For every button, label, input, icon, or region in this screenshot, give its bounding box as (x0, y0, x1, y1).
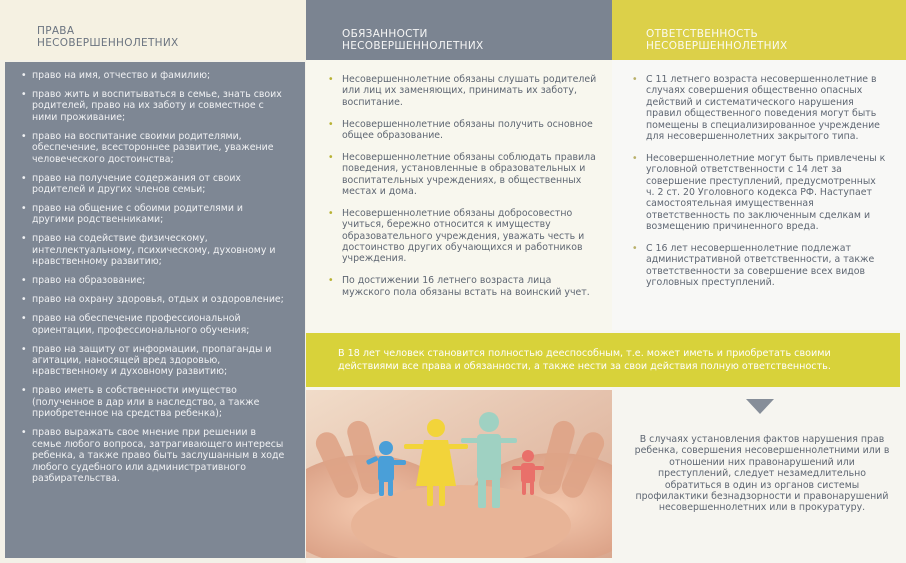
list-item: • С 16 лет несовершеннолетние подлежат административной ответственности, а также ответственности за совершение всех видов уголовных преступлений. (612, 243, 906, 289)
rights-column (0, 0, 306, 563)
list-item: • По достижении 16 летнего возраста лица мужского пола обязаны встать на воинский учет. (306, 275, 612, 298)
responsibility-panel (612, 60, 906, 330)
list-item: • Несовершеннолетние могут быть привлечены к уголовной ответственности с 14 лет за совершение преступлений, предусмотренных ч. 2 ст. 20 Уголовного кодекса РФ. Наступает самостоятельная имущественная ответственность по заключенным сделкам и возмещению причиненного вреда. (612, 153, 906, 233)
list-item: • право жить и воспитываться в семье, знать своих родителей, право на их заботу и совместное с ними проживание; (5, 89, 305, 123)
list-item: • право на обеспечение профессиональной ориентации, профессионального обучения; (5, 313, 305, 336)
list-item: • право иметь в собственности имущество (полученное в дар или в наследство, а также приобретенное на средства ребенка); (5, 385, 305, 419)
list-item: • право на образование; (5, 275, 305, 286)
adulthood-banner (306, 333, 900, 387)
list-item: • право на воспитание своими родителями, обеспечение, всестороннее развитие, уважение человеческого достоинства; (5, 131, 305, 165)
rights-header (0, 0, 306, 60)
list-item: • Несовершеннолетние обязаны слушать родителей или лиц их заменяющих, принимать их заботу, воспитание. (306, 74, 612, 108)
duties-header (306, 0, 612, 60)
hands-family-illustration (306, 390, 612, 558)
list-item: • право на общение с обоими родителями и другими родственниками; (5, 203, 305, 226)
duties-list (306, 74, 612, 308)
list-item: • право на защиту от информации, пропаганды и агитации, наносящей вред здоровью, нравственному и духовному развитию; (5, 344, 305, 378)
list-item: • право на охрану здоровья, отдых и оздоровление; (5, 294, 305, 305)
hands-family-photo (306, 390, 612, 558)
list-item: • право выражать свое мнение при решении в семье любого вопроса, затрагивающего интересы ребенка, а также право быть заслушанным в ходе любого судебного или административного разбирательства. (5, 427, 305, 484)
report-violation-note: В случаях установления фактов нарушения прав ребенка, совершения несовершеннолетними или в отношении них правонарушений или преступлений, следует незамедлительно обратиться в один из органов системы профилактики безнадзорности и правонарушений несовершеннолетних или в прокуратуру. (634, 434, 890, 514)
list-item: • Несовершеннолетние обязаны соблюдать правила поведения, установленные в образовательных и воспитательных учреждениях, в общественных местах и дома. (306, 152, 612, 198)
list-item: • Несовершеннолетние обязаны добросовестно учиться, бережно относится к имуществу образовательного учреждения, уважать честь и достоинство других обучающихся и работников учреждения. (306, 208, 612, 265)
list-item: • право на содействие физическому, интеллектуальному, психическому, духовному и нравственному развитию; (5, 233, 305, 267)
list-item: • право на имя, отчество и фамилию; (5, 70, 305, 81)
responsibility-title: ОТВЕТСТВЕННОСТЬ НЕСОВЕРШЕННОЛЕТНИХ (646, 28, 788, 52)
responsibility-header (612, 0, 906, 60)
list-item: • С 11 летнего возраста несовершеннолетние в случаях совершения общественно опасных действий и систематического нарушения правил общественного поведения могут быть помещены в специализированное учреждение для несовершеннолетних закрытого типа. (612, 74, 906, 142)
arrow-down-icon (746, 399, 774, 414)
adulthood-banner-text: В 18 лет человек становится полностью дееспособным, т.е. может иметь и приобретать своими действиями все права и обязанности, а также нести за свои действия полную ответственность. (338, 348, 831, 372)
rights-title: ПРАВА НЕСОВЕРШЕННОЛЕТНИХ (37, 25, 179, 49)
list-item: • Несовершеннолетние обязаны получить основное общее образование. (306, 119, 612, 142)
duties-panel (306, 60, 612, 330)
rights-list (5, 70, 305, 492)
rights-panel (5, 62, 305, 558)
list-item: • право на получение содержания от своих родителей и других членов семьи; (5, 173, 305, 196)
duties-title: ОБЯЗАННОСТИ НЕСОВЕРШЕННОЛЕТНИХ (342, 28, 484, 52)
responsibility-list (612, 74, 906, 299)
